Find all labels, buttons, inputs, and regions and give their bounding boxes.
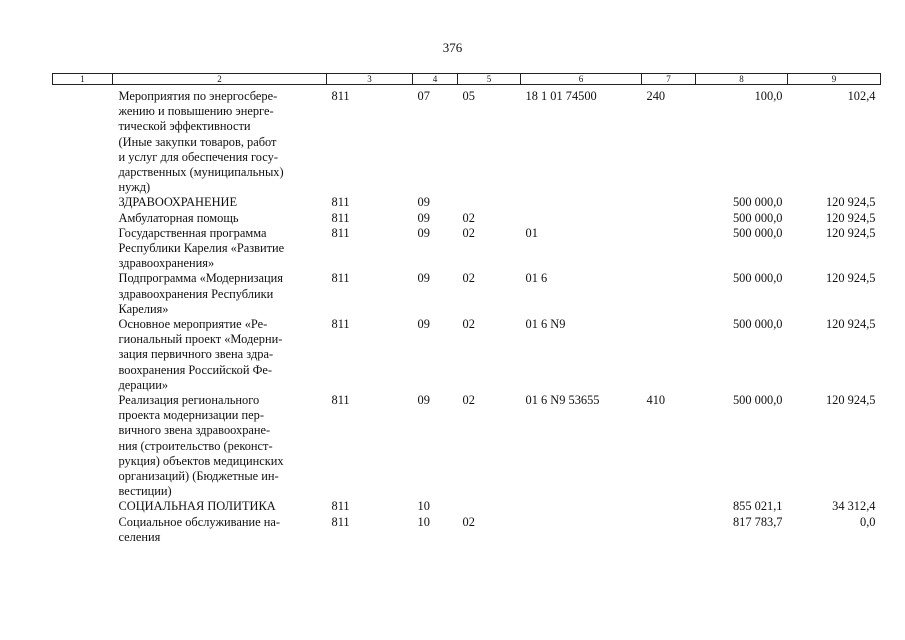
target-article-code bbox=[521, 211, 642, 226]
subsection-code: 05 bbox=[462, 89, 475, 103]
admin-code: 811 bbox=[331, 89, 350, 103]
budget-table bbox=[52, 73, 881, 545]
executed-amount: 120 924,5 bbox=[825, 393, 876, 408]
header-col-5: 5 bbox=[458, 74, 521, 85]
col-1-cell bbox=[53, 393, 113, 499]
section-code: 10 bbox=[417, 514, 430, 529]
col-1-cell bbox=[53, 515, 113, 545]
header-col-4: 4 bbox=[413, 74, 458, 85]
planned-amount: 500 000,0 bbox=[732, 317, 783, 332]
admin-code: 811 bbox=[331, 195, 350, 210]
item-name: Социальное обслуживание на- селения bbox=[118, 514, 280, 544]
table-body bbox=[53, 85, 881, 546]
expense-type-code bbox=[642, 271, 696, 317]
item-name: Основное мероприятие «Ре- гиональный проект «Модерни- зация первичного звена здра- воохранения Российской Фе- дерации» bbox=[118, 317, 283, 392]
section-code: 10 bbox=[417, 499, 430, 514]
target-article-code: 01 bbox=[525, 225, 538, 240]
planned-amount: 500 000,0 bbox=[732, 393, 783, 408]
col-1-cell bbox=[53, 226, 113, 272]
section-code: 09 bbox=[417, 195, 430, 210]
item-name: ЗДРАВООХРАНЕНИЕ bbox=[118, 195, 238, 210]
expense-type-code bbox=[642, 211, 696, 226]
subsection-code: 02 bbox=[462, 514, 475, 529]
item-name: Государственная программа Республики Карелия «Развитие здравоохранения» bbox=[118, 225, 285, 271]
expense-type-code: 240 bbox=[646, 89, 666, 103]
table-row bbox=[53, 499, 881, 514]
col-1-cell bbox=[53, 317, 113, 393]
subsection-code: 02 bbox=[462, 210, 475, 225]
executed-amount: 120 924,5 bbox=[825, 317, 876, 332]
header-col-3: 3 bbox=[327, 74, 413, 85]
table-row bbox=[53, 85, 881, 196]
executed-amount: 102,4 bbox=[847, 89, 876, 103]
expense-type-code bbox=[642, 499, 696, 514]
executed-amount: 120 924,5 bbox=[825, 271, 876, 286]
col-1-cell bbox=[53, 211, 113, 226]
admin-code: 811 bbox=[331, 317, 350, 332]
planned-amount: 500 000,0 bbox=[732, 271, 783, 286]
executed-amount: 34 312,4 bbox=[832, 499, 876, 514]
table-row bbox=[53, 515, 881, 545]
planned-amount: 855 021,1 bbox=[732, 499, 783, 514]
planned-amount: 100,0 bbox=[754, 89, 783, 103]
section-code: 09 bbox=[417, 317, 430, 332]
expense-type-code bbox=[642, 226, 696, 272]
subsection-code: 02 bbox=[462, 317, 475, 332]
planned-amount: 500 000,0 bbox=[732, 210, 783, 225]
target-article-code bbox=[521, 515, 642, 545]
expense-type-code: 410 bbox=[646, 393, 666, 408]
admin-code: 811 bbox=[331, 225, 350, 240]
table-row bbox=[53, 211, 881, 226]
subsection-code: 02 bbox=[462, 271, 475, 286]
target-article-code: 18 1 01 74500 bbox=[525, 89, 597, 103]
section-code: 09 bbox=[417, 210, 430, 225]
executed-amount: 0,0 bbox=[860, 514, 876, 529]
expense-type-code bbox=[642, 317, 696, 393]
target-article-code: 01 6 bbox=[525, 271, 548, 286]
section-code: 07 bbox=[417, 89, 430, 103]
subsection-code: 02 bbox=[462, 225, 475, 240]
item-name: Мероприятия по энергосбере- жению и повышению энерге- тической эффективности (Иные закупки товаров, работ и услуг для обеспечения госу- дарственных (муниципальных) нужд) bbox=[118, 89, 284, 195]
table-row bbox=[53, 393, 881, 499]
planned-amount: 817 783,7 bbox=[732, 514, 783, 529]
expense-type-code bbox=[642, 515, 696, 545]
admin-code: 811 bbox=[331, 393, 350, 408]
col-1-cell bbox=[53, 271, 113, 317]
col-1-cell bbox=[53, 85, 113, 196]
table-row bbox=[53, 195, 881, 210]
subsection-code bbox=[458, 499, 521, 514]
table-row bbox=[53, 317, 881, 393]
col-1-cell bbox=[53, 195, 113, 210]
expense-type-code bbox=[642, 195, 696, 210]
executed-amount: 120 924,5 bbox=[825, 225, 876, 240]
section-code: 09 bbox=[417, 225, 430, 240]
target-article-code: 01 6 N9 bbox=[525, 317, 566, 332]
page-number: 376 bbox=[442, 40, 463, 55]
header-col-7: 7 bbox=[642, 74, 696, 85]
section-code: 09 bbox=[417, 271, 430, 286]
header-col-1: 1 bbox=[53, 74, 113, 85]
target-article-code bbox=[521, 499, 642, 514]
planned-amount: 500 000,0 bbox=[732, 195, 783, 210]
target-article-code bbox=[521, 195, 642, 210]
col-1-cell bbox=[53, 499, 113, 514]
header-col-8: 8 bbox=[696, 74, 788, 85]
item-name: Подпрограмма «Модернизация здравоохранения Республики Карелия» bbox=[118, 271, 283, 316]
section-code: 09 bbox=[417, 393, 430, 408]
table-row bbox=[53, 271, 881, 317]
executed-amount: 120 924,5 bbox=[825, 195, 876, 210]
admin-code: 811 bbox=[331, 271, 350, 286]
table-row bbox=[53, 226, 881, 272]
admin-code: 811 bbox=[331, 210, 350, 225]
item-name: СОЦИАЛЬНАЯ ПОЛИТИКА bbox=[118, 499, 276, 514]
item-name: Реализация регионального проекта модернизации пер- вичного звена здравоохране- ния (строительство (реконст- рукция) объектов медицинских организаций) (Бюджетные ин- вестиции) bbox=[118, 393, 284, 499]
item-name: Амбулаторная помощь bbox=[118, 210, 239, 225]
header-col-6: 6 bbox=[521, 74, 642, 85]
header-row bbox=[53, 74, 881, 85]
admin-code: 811 bbox=[331, 514, 350, 529]
target-article-code: 01 6 N9 53655 bbox=[525, 393, 600, 408]
table-header bbox=[53, 74, 881, 85]
subsection-code: 02 bbox=[462, 393, 475, 408]
executed-amount: 120 924,5 bbox=[825, 210, 876, 225]
planned-amount: 500 000,0 bbox=[732, 225, 783, 240]
header-col-9: 9 bbox=[788, 74, 881, 85]
header-col-2: 2 bbox=[113, 74, 327, 85]
admin-code: 811 bbox=[331, 499, 350, 514]
subsection-code bbox=[458, 195, 521, 210]
